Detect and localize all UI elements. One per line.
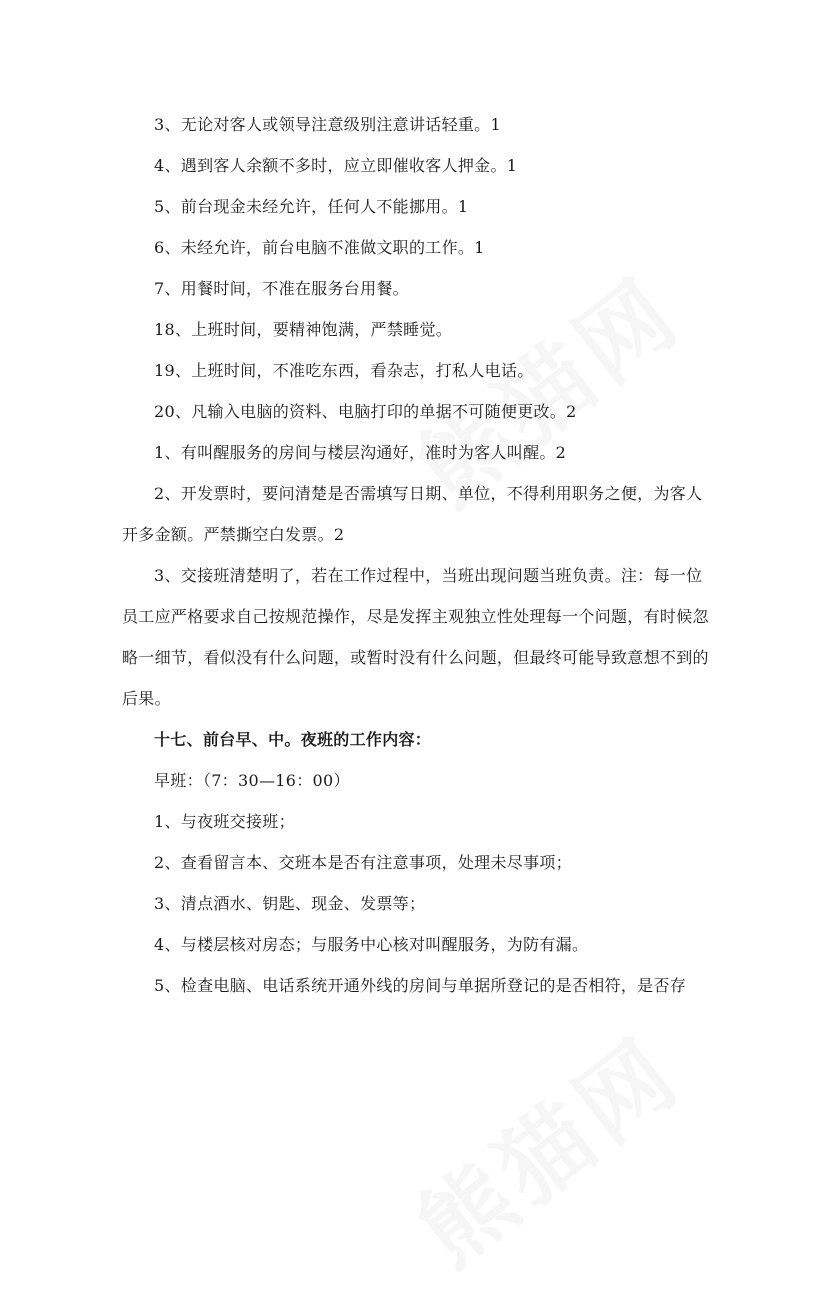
paragraph-rule-6: 6、未经允许，前台电脑不准做文职的工作。1 (154, 238, 485, 257)
paragraph-rule-5: 5、前台现金未经允许，任何人不能挪用。1 (154, 197, 469, 216)
list-item: 4、与楼层核对房态；与服务中心核对叫醒服务，为防有漏。 (154, 935, 589, 954)
list-item: 5、检查电脑、电话系统开通外线的房间与单据所登记的是否相符，是否存 (154, 976, 687, 995)
document-body (122, 104, 712, 1006)
paragraph-rule-3: 3、无论对客人或领导注意级别注意讲话轻重。1 (154, 115, 501, 134)
paragraph-invoice: 2、开发票时，要问清楚是否需填写日期、单位，不得利用职务之便，为客人开多金额。严禁撕空白发票。2 (122, 484, 703, 544)
paragraph-wakeup-service: 1、有叫醒服务的房间与楼层沟通好，准时为客人叫醒。2 (154, 443, 567, 462)
list-item: 2、查看留言本、交班本是否有注意事项，处理未尽事项； (154, 853, 572, 872)
list-item: 1、与夜班交接班； (154, 812, 295, 831)
list-item: 3、清点酒水、钥匙、现金、发票等； (154, 894, 426, 913)
paragraph-rule-7: 7、用餐时间，不准在服务台用餐。 (154, 279, 409, 298)
paragraph-rule-18: 18、上班时间，要精神饱满，严禁睡觉。 (154, 320, 453, 339)
paragraph-handover: 3、交接班清楚明了，若在工作过程中，当班出现问题当班负责。注：每一位员工应严格要求自己按规范操作，尽是发挥主观独立性处理每一个问题，有时候忽略一细节，看似没有什么问题，或暂时没有什么问题，但最终可能导致意想不到的后果。 (122, 566, 709, 708)
paragraph-rule-20: 20、凡输入电脑的资料、电脑打印的单据不可随便更改。2 (154, 402, 577, 421)
shift-title: 早班：（7：30—16：00） (154, 771, 350, 790)
watermark (386, 1002, 704, 1290)
section-heading: 十七、前台早、中。夜班的工作内容： (154, 730, 432, 749)
paragraph-rule-4: 4、遇到客人余额不多时，应立即催收客人押金。1 (154, 156, 518, 175)
paragraph-rule-19: 19、上班时间，不准吃东西，看杂志，打私人电话。 (154, 361, 534, 380)
